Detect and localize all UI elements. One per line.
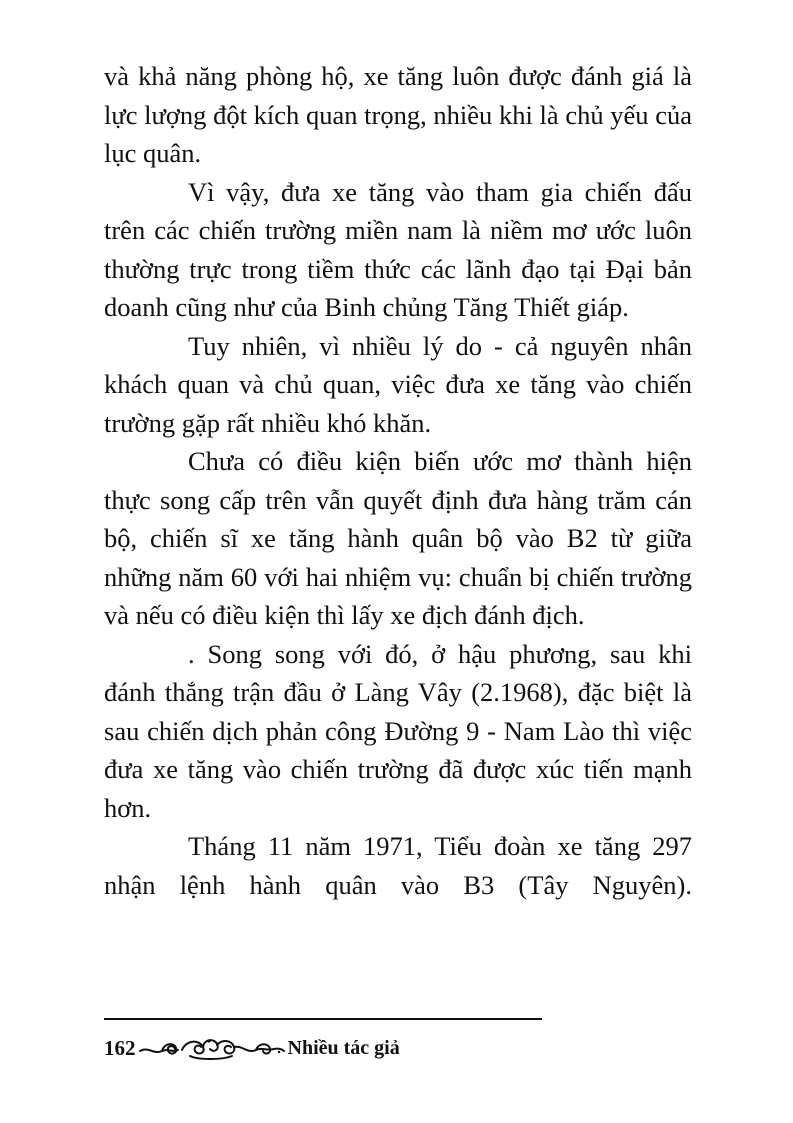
paragraph-6: Tháng 11 năm 1971, Tiểu đoàn xe tăng 297 nhận lệnh hành quân vào B3 (Tây Nguyên). (104, 831, 692, 900)
body-text (104, 57, 692, 904)
paragraph-1: và khả năng phòng hộ, xe tăng luôn được đánh giá là lực lượng đột kích quan trọng, nhiều khi là chủ yếu của lục quân. (104, 61, 692, 168)
page-footer (104, 1032, 400, 1064)
flourish-ornament-icon (138, 1034, 286, 1062)
page-number: 162 (104, 1035, 136, 1060)
paragraph-4: Chưa có điều kiện biến ước mơ thành hiện thực song cấp trên vẫn quyết định đưa hàng trăm cán bộ, chiến sĩ xe tăng hành quân bộ vào B2 từ giữa những năm 60 với hai nhiệm vụ: chuẩn bị chiến trường và nếu có điều kiện thì lấy xe địch đánh địch. (104, 446, 692, 630)
paragraph-5: . Song song với đó, ở hậu phương, sau khi đánh thắng trận đầu ở Làng Vây (2.1968), đặc biệt là sau chiến dịch phản công Đường 9 - Nam Lào thì việc đưa xe tăng vào chiến trường đã được xúc tiến mạnh hơn. (104, 638, 692, 823)
paragraph-2: Vì vậy, đưa xe tăng vào tham gia chiến đấu trên các chiến trường miền nam là niềm mơ ước luôn thường trực trong tiềm thức các lãnh đạo tại Đại bản doanh cũng như của Binh chủng Tăng Thiết giáp. (104, 176, 692, 322)
paragraph-3: Tuy nhiên, vì nhiều lý do - cả nguyên nhân khách quan và chủ quan, việc đưa xe tăng vào chiến trường gặp rất nhiều khó khăn. (104, 330, 692, 438)
author-name: Nhiều tác giả (287, 1036, 400, 1059)
footer-rule (104, 1018, 542, 1020)
